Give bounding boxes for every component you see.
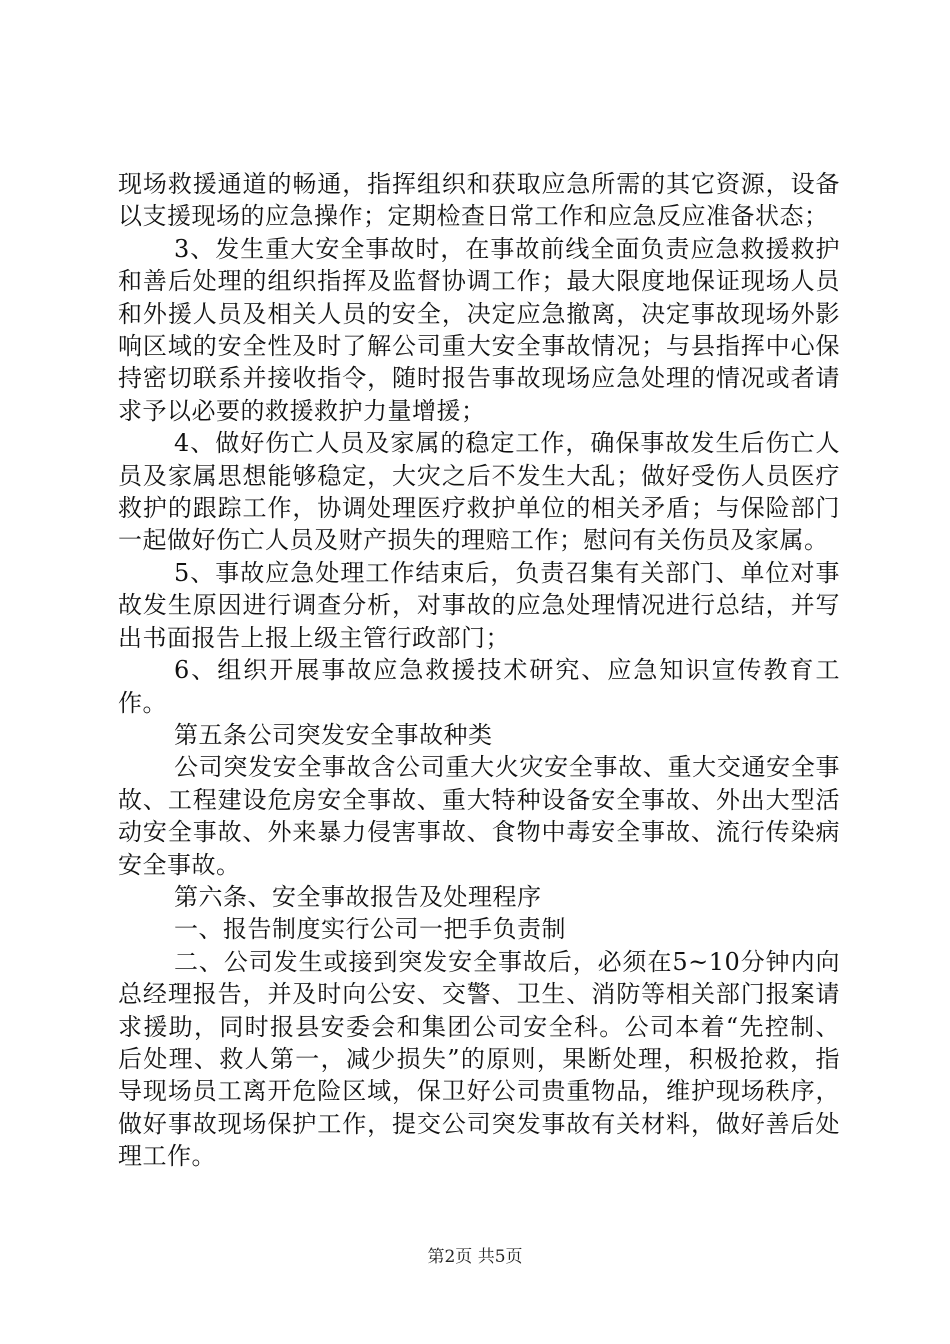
paragraph-1: 现场救援通道的畅通，指挥组织和获取应急所需的其它资源，设备以支援现场的应急操作；定期检查日常工作和应急反应准备状态；: [118, 170, 840, 231]
paragraph-6: 公司突发安全事故含公司重大火灾安全事故、重大交通安全事故、工程建设危房安全事故、重大特种设备安全事故、外出大型活动安全事故、外来暴力侵害事故、食物中毒安全事故、流行传染病安全事故。: [118, 753, 840, 879]
paragraph-3: 4、做好伤亡人员及家属的稳定工作，确保事故发生后伤亡人员及家属思想能够稳定，大灾之后不发生大乱；做好受伤人员医疗救护的跟踪工作，协调处理医疗救护单位的相关矛盾；与保险部门一起做好伤亡人员及财产损失的理赔工作；慰问有关伤员及家属。: [118, 429, 840, 555]
paragraph-7: 一、报告制度实行公司一把手负责制: [174, 915, 566, 944]
section-heading-5: 第五条公司突发安全事故种类: [174, 720, 493, 749]
page-number-footer: 第2页 共5页: [427, 1247, 523, 1267]
paragraph-2: 3、发生重大安全事故时，在事故前线全面负责应急救援救护和善后处理的组织指挥及监督协调工作；最大限度地保证现场人员和外援人员及相关人员的安全，决定应急撤离，决定事故现场外影响区域的安全性及时了解公司重大安全事故情况；与县指挥中心保持密切联系并接收指令，随时报告事故现场应急处理的情况或者请求予以必要的救援救护力量增援；: [118, 234, 840, 425]
paragraph-8: 二、公司发生或接到突发安全事故后，必须在5~10分钟内向总经理报告，并及时向公安、交警、卫生、消防等相关部门报案请求援助，同时报县安委会和集团公司安全科。公司本着“先控制、后处理、救人第一，减少损失”的原则，果断处理，积极抢救，指导现场员工离开危险区域，保卫好公司贵重物品，维护现场秩序，做好事故现场保护工作，提交公司突发事故有关材料，做好善后处理工作。: [118, 947, 840, 1171]
section-heading-6: 第六条、安全事故报告及处理程序: [174, 882, 542, 911]
paragraph-5: 6、组织开展事故应急救援技术研究、应急知识宣传教育工作。: [118, 656, 840, 717]
paragraph-4: 5、事故应急处理工作结束后，负责召集有关部门、单位对事故发生原因进行调查分析，对事故的应急处理情况进行总结，并写出书面报告上报上级主管行政部门；: [118, 558, 840, 652]
document-body: [118, 168, 840, 1173]
